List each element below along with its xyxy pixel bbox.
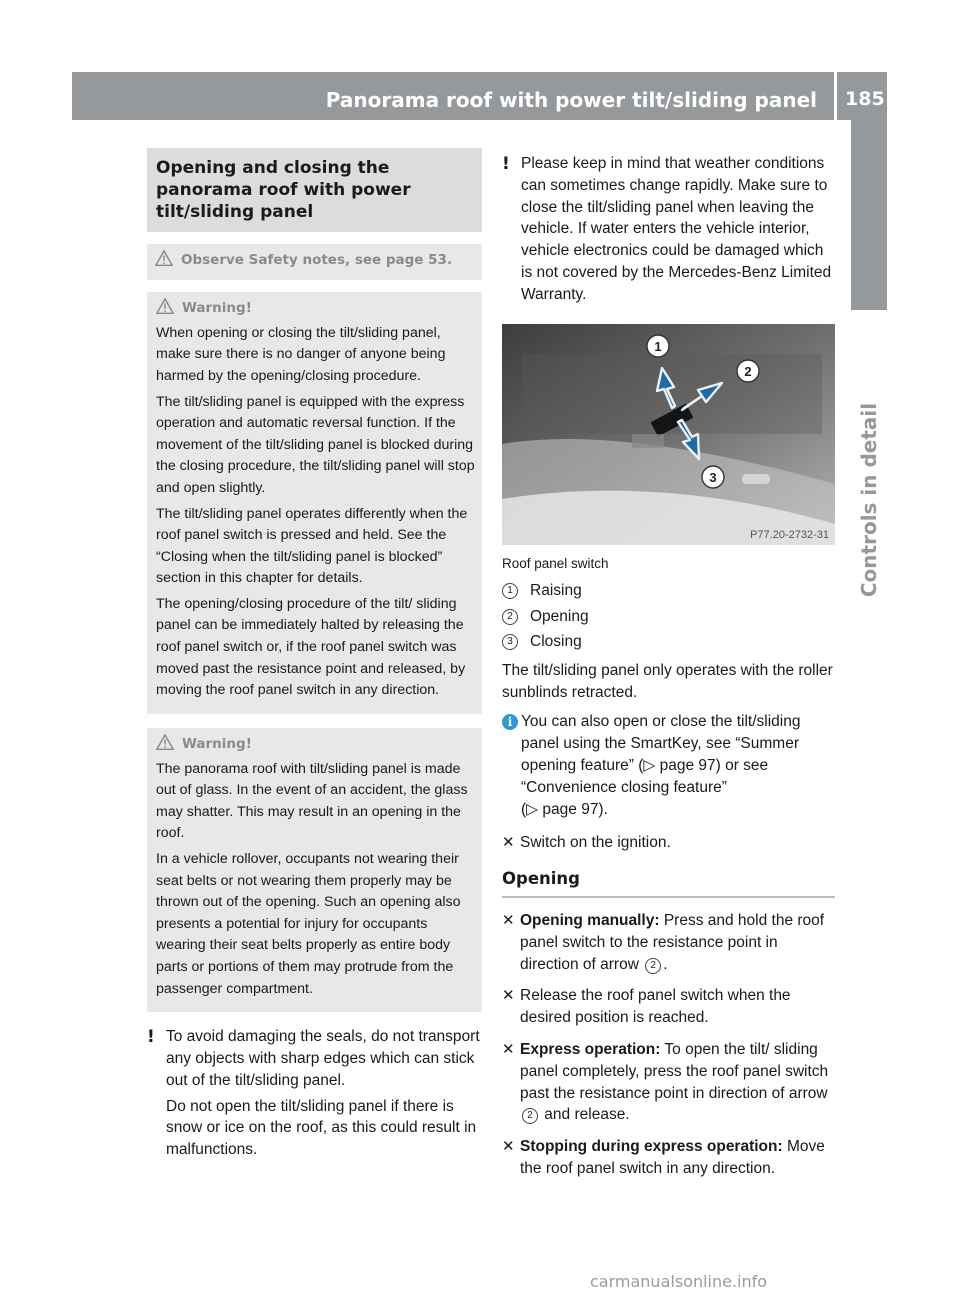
legend-number: 3 — [502, 634, 518, 650]
info-reference-open: ( — [521, 800, 527, 818]
exclamation-icon: ! — [502, 154, 510, 174]
warning-title-text: Warning! — [182, 300, 252, 317]
step-label: Express operation: — [520, 1041, 661, 1059]
info-text: You can also open or close the tilt/sliding panel using the SmartKey, see “Summer opening feature” ( — [521, 713, 801, 775]
instruction-step — [502, 832, 835, 854]
note-paragraph: Please keep in mind that weather conditions can sometimes change rapidly. Make sure to close the tilt/sliding panel when leaving the vehicle. If water enters the vehicle interior, vehicle electronics could be damaged which is not covered by the Mercedes-Benz Limited Warranty. — [521, 155, 832, 303]
step-text-tail: . — [663, 955, 668, 973]
body-paragraph: The tilt/sliding panel only operates with the roller sunblinds retracted. — [502, 661, 833, 701]
instruction-step — [502, 1039, 835, 1126]
info-icon: i — [502, 714, 518, 730]
roof-switch-photo — [502, 324, 835, 545]
callout-marker-2 — [737, 360, 759, 382]
note-paragraph: To avoid damaging the seals, do not transport any objects with sharp edges which can stick out of the tilt/sliding panel. — [166, 1028, 480, 1089]
warning-title — [156, 734, 475, 756]
legend-label: Raising — [530, 582, 582, 600]
svg-text:2: 2 — [744, 363, 752, 379]
warning-paragraph: The tilt/sliding panel operates differently when the roof panel switch is pressed and held. See the “Closing when the tilt/sliding panel is blocked” section in this chapter for details. — [156, 505, 468, 587]
callout-marker-1 — [647, 335, 669, 357]
subsection-heading: Opening — [502, 868, 835, 898]
warning-box-2 — [147, 728, 482, 1012]
legend-number: 2 — [502, 609, 518, 625]
svg-text:3: 3 — [709, 469, 717, 485]
info-note — [502, 711, 835, 820]
watermark: carmanualsonline.info — [590, 1272, 768, 1291]
damage-note — [147, 1026, 482, 1161]
chapter-label: Controls in detail — [857, 402, 881, 598]
weather-note — [502, 153, 835, 306]
instruction-step — [502, 985, 835, 1029]
step-text-tail: and release. — [540, 1106, 630, 1124]
reference-arrow-icon: ▷ — [526, 800, 543, 818]
warning-title-text: Warning! — [182, 736, 252, 753]
info-reference: page 97) or see “Convenience closing feature” — [521, 757, 769, 796]
step-text: Press and hold the roof panel switch to the resistance point in direction of arrow — [520, 912, 825, 973]
note-paragraph: Do not open the tilt/sliding panel if there is snow or ice on the roof, as this could result in malfunctions. — [166, 1097, 477, 1159]
warning-paragraph: When opening or closing the tilt/sliding panel, make sure there is no danger of anyone being harmed by the opening/closing procedure. — [156, 324, 446, 384]
warning-triangle-icon — [155, 250, 173, 266]
right-column — [502, 153, 835, 1180]
instruction-step — [502, 1136, 835, 1180]
step-label: Opening manually: — [520, 912, 660, 930]
warning-title — [156, 298, 475, 320]
step-marker-icon: ✕ — [502, 1041, 515, 1059]
callout-marker-3 — [702, 466, 724, 488]
reference-arrow-icon: ▷ — [643, 757, 660, 775]
info-reference: page 97). — [542, 800, 608, 818]
warning-paragraph: The opening/closing procedure of the tilt/ sliding panel can be immediately halted by releasing the roof panel switch or, if the roof panel switch was moved past the resistance point and released, by moving the roof panel switch in any direction. — [156, 595, 466, 699]
roof-panel-switch-illustration — [502, 324, 835, 545]
safety-notes-text: Observe Safety notes, see page 53. — [181, 252, 453, 269]
warning-box-1 — [147, 292, 482, 714]
arrow-number: 2 — [522, 1108, 538, 1124]
legend-label: Opening — [530, 607, 589, 625]
legend-item — [502, 606, 835, 629]
step-text: Move the roof panel switch in any direction. — [520, 1138, 825, 1178]
warning-paragraph: The tilt/sliding panel is equipped with the express operation and automatic reversal function. If the movement of the tilt/sliding panel is blocked during the closing procedure, the tilt/sliding panel will stop and open slightly. — [156, 393, 475, 496]
chapter-tab — [851, 120, 887, 310]
arrow-number: 2 — [645, 958, 661, 974]
instruction-step — [502, 910, 835, 975]
section-heading: Opening and closing the panorama roof with power tilt/sliding panel — [147, 148, 482, 232]
legend-number: 1 — [502, 583, 518, 599]
warning-triangle-icon — [156, 298, 174, 314]
step-label: Stopping during express operation: — [520, 1138, 783, 1156]
step-text: To open the tilt/ sliding panel completely, press the roof panel switch past the resistance point in direction of arrow — [520, 1041, 829, 1102]
header-divider — [834, 72, 837, 120]
step-marker-icon: ✕ — [502, 834, 515, 852]
legend-item — [502, 631, 835, 654]
legend-item — [502, 580, 835, 603]
left-column — [147, 148, 482, 1165]
exclamation-icon: ! — [147, 1027, 155, 1048]
image-code: P77.20-2732-31 — [750, 528, 829, 541]
legend-label: Closing — [530, 633, 582, 651]
svg-text:1: 1 — [654, 338, 662, 354]
step-marker-icon: ✕ — [502, 1138, 515, 1156]
step-text: Switch on the ignition. — [520, 834, 671, 852]
step-marker-icon: ✕ — [502, 912, 515, 930]
safety-notes-box — [147, 244, 482, 280]
page-header — [72, 72, 887, 120]
warning-triangle-icon — [156, 734, 174, 750]
page-number: 185 — [845, 88, 885, 110]
step-text: Release the roof panel switch when the desired position is reached. — [520, 987, 791, 1027]
warning-paragraph: In a vehicle rollover, occupants not wearing their seat belts or not wearing them properly may be thrown out of the opening. Such an opening also presents a potential for injury for occupants wearing their seat belts properly as entire body parts or portions of them may protrude from the passenger compartment. — [156, 851, 461, 997]
warning-paragraph: The panorama roof with tilt/sliding panel is made out of glass. In the event of an accident, the glass may shatter. This may result in an opening in the roof. — [156, 760, 468, 842]
step-marker-icon: ✕ — [502, 987, 515, 1005]
image-caption: Roof panel switch — [502, 555, 609, 571]
page-title: Panorama roof with power tilt/sliding panel — [325, 88, 817, 112]
